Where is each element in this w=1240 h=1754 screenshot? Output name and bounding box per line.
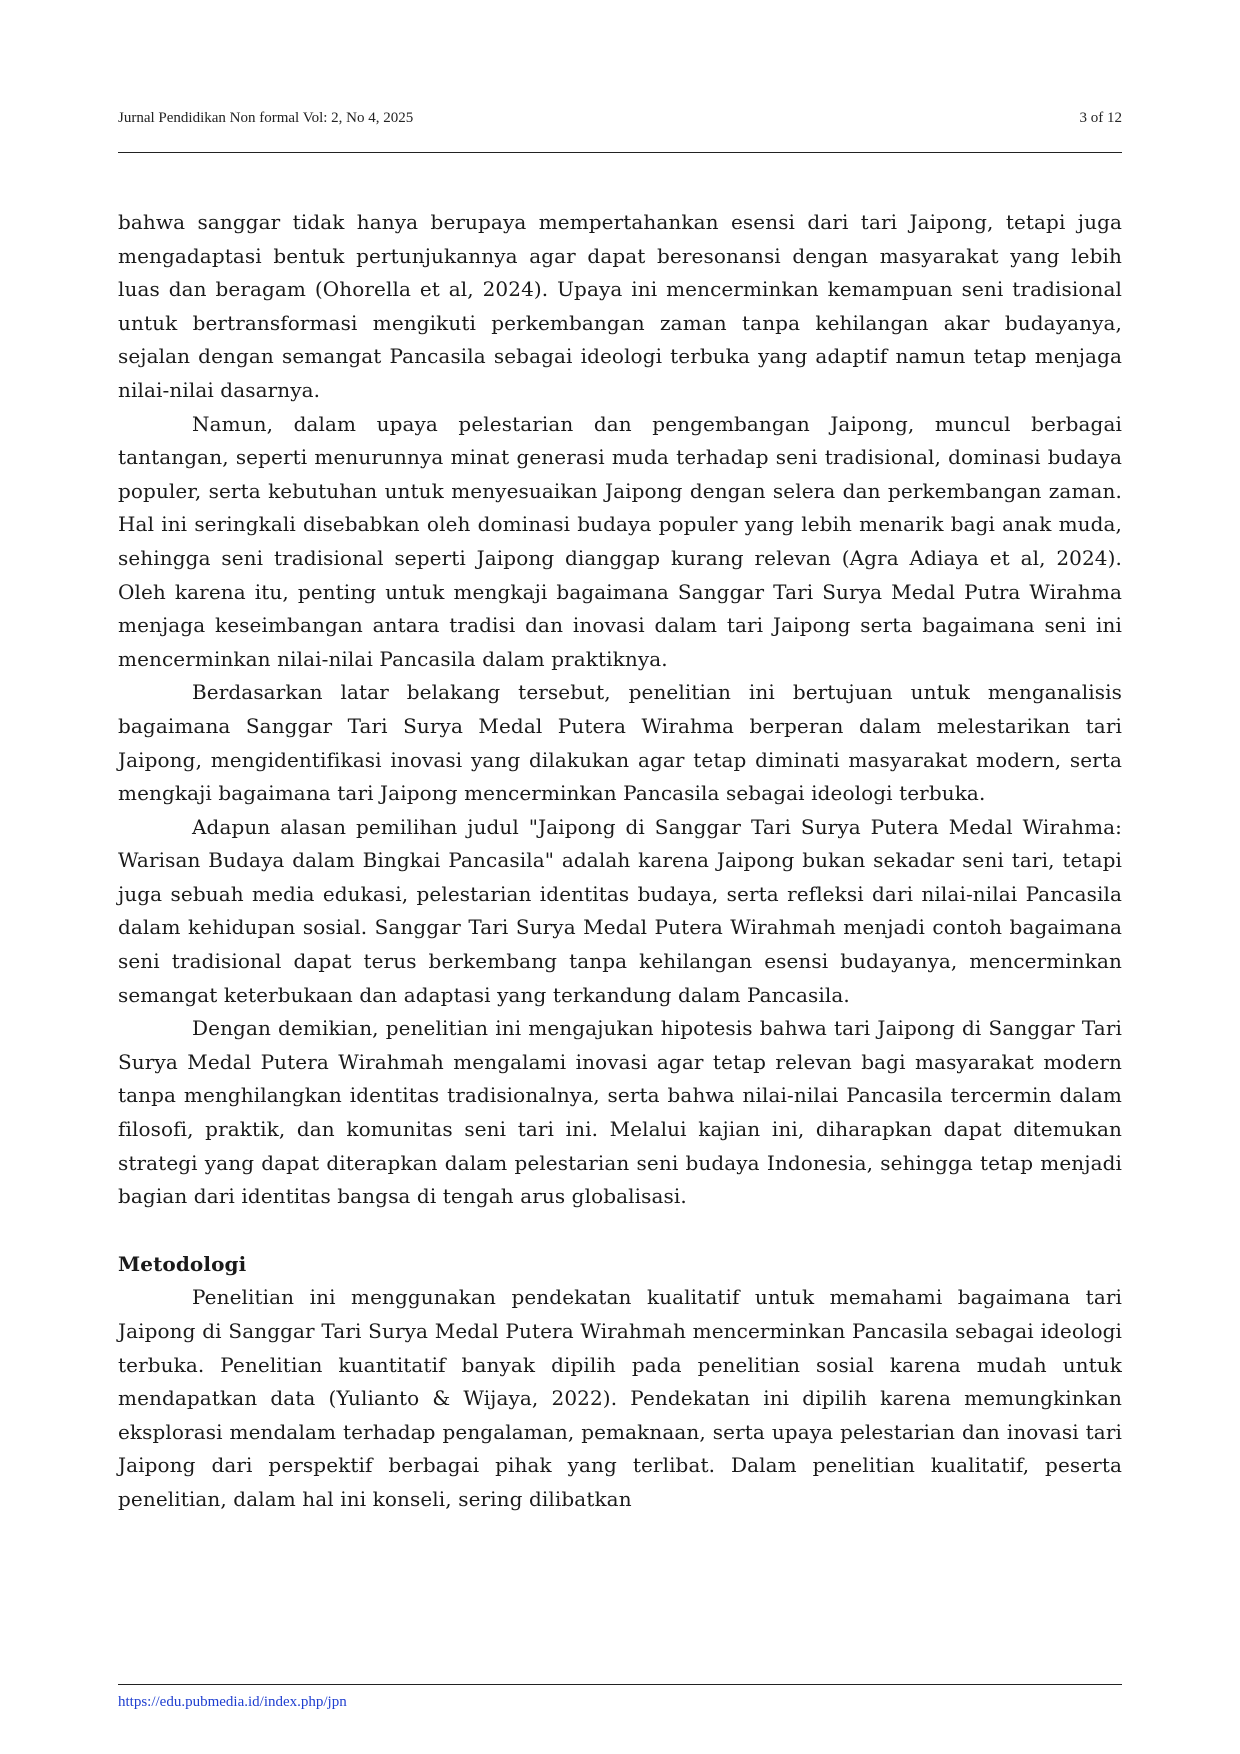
- section-heading: Metodologi: [118, 1251, 247, 1276]
- footer-divider: [118, 1684, 1122, 1685]
- article-body: [118, 206, 1122, 1517]
- paragraph-continued: bahwa sanggar tidak hanya berupaya mempertahankan esensi dari tari Jaipong, tetapi juga mengadaptasi bentuk pertunjukannya agar dapat beresonansi dengan masyarakat yang lebih luas dan beragam (Ohorella et al, 2024). Upaya ini mencerminkan kemampuan seni tradisional untuk bertransformasi mengikuti perkembangan zaman tanpa kehilangan akar budayanya, sejalan dengan semangat Pancasila sebagai ideologi terbuka yang adaptif namun tetap menjaga nilai-nilai dasarnya.: [118, 210, 1122, 402]
- paragraph: Berdasarkan latar belakang tersebut, penelitian ini bertujuan untuk menganalisis bagaimana Sanggar Tari Surya Medal Putera Wirahma berperan dalam melestarikan tari Jaipong, mengidentifikasi inovasi yang dilakukan agar tetap diminati masyarakat modern, serta mengkaji bagaimana tari Jaipong mencerminkan Pancasila sebagai ideologi terbuka.: [118, 680, 1122, 806]
- header-divider: [118, 152, 1122, 153]
- journal-title: Jurnal Pendidikan Non formal Vol: 2, No 4, 2025: [118, 110, 414, 126]
- page-number: 3 of 12: [1079, 110, 1122, 126]
- page-header: [118, 106, 1122, 130]
- paragraph: Dengan demikian, penelitian ini mengajukan hipotesis bahwa tari Jaipong di Sanggar Tari Surya Medal Putera Wirahmah mengalami inovasi agar tetap relevan bagi masyarakat modern tanpa menghilangkan identitas tradisionalnya, serta bahwa nilai-nilai Pancasila tercermin dalam filosofi, praktik, dan komunitas seni tari ini. Melalui kajian ini, diharapkan dapat ditemukan strategi yang dapat diterapkan dalam pelestarian seni budaya Indonesia, sehingga tetap menjadi bagian dari identitas bangsa di tengah arus globalisasi.: [118, 1016, 1122, 1209]
- journal-url-link[interactable]: https://edu.pubmedia.id/index.php/jpn: [118, 1694, 347, 1710]
- paragraph: Namun, dalam upaya pelestarian dan pengembangan Jaipong, muncul berbagai tantangan, seperti menurunnya minat generasi muda terhadap seni tradisional, dominasi budaya populer, serta kebutuhan untuk menyesuaikan Jaipong dengan selera dan perkembangan zaman. Hal ini seringkali disebabkan oleh dominasi budaya populer yang lebih menarik bagi anak muda, sehingga seni tradisional seperti Jaipong dianggap kurang relevan (Agra Adiaya et al, 2024). Oleh karena itu, penting untuk mengkaji bagaimana Sanggar Tari Surya Medal Putra Wirahma menjaga keseimbangan antara tradisi dan inovasi dalam tari Jaipong serta bagaimana seni ini mencerminkan nilai-nilai Pancasila dalam praktiknya.: [118, 411, 1122, 671]
- paragraph: Penelitian ini menggunakan pendekatan kualitatif untuk memahami bagaimana tari Jaipong di Sanggar Tari Surya Medal Putera Wirahmah mencerminkan Pancasila sebagai ideologi terbuka. Penelitian kuantitatif banyak dipilih pada penelitian sosial karena mudah untuk mendapatkan data (Yulianto & Wijaya, 2022). Pendekatan ini dipilih karena memungkinkan eksplorasi mendalam terhadap pengalaman, pemaknaan, serta upaya pelestarian dan inovasi tari Jaipong dari perspektif berbagai pihak yang terlibat. Dalam penelitian kualitatif, peserta penelitian, dalam hal ini konseli, sering dilibatkan: [118, 1285, 1122, 1511]
- paragraph: Adapun alasan pemilihan judul "Jaipong di Sanggar Tari Surya Putera Medal Wirahma: Warisan Budaya dalam Bingkai Pancasila" adalah karena Jaipong bukan sekadar seni tari, tetapi juga sebuah media edukasi, pelestarian identitas budaya, serta refleksi dari nilai-nilai Pancasila dalam kehidupan sosial. Sanggar Tari Surya Medal Putera Wirahmah menjadi contoh bagaimana seni tradisional dapat terus berkembang tanpa kehilangan esensi budayanya, mencerminkan semangat keterbukaan dan adaptasi yang terkandung dalam Pancasila.: [118, 814, 1122, 1007]
